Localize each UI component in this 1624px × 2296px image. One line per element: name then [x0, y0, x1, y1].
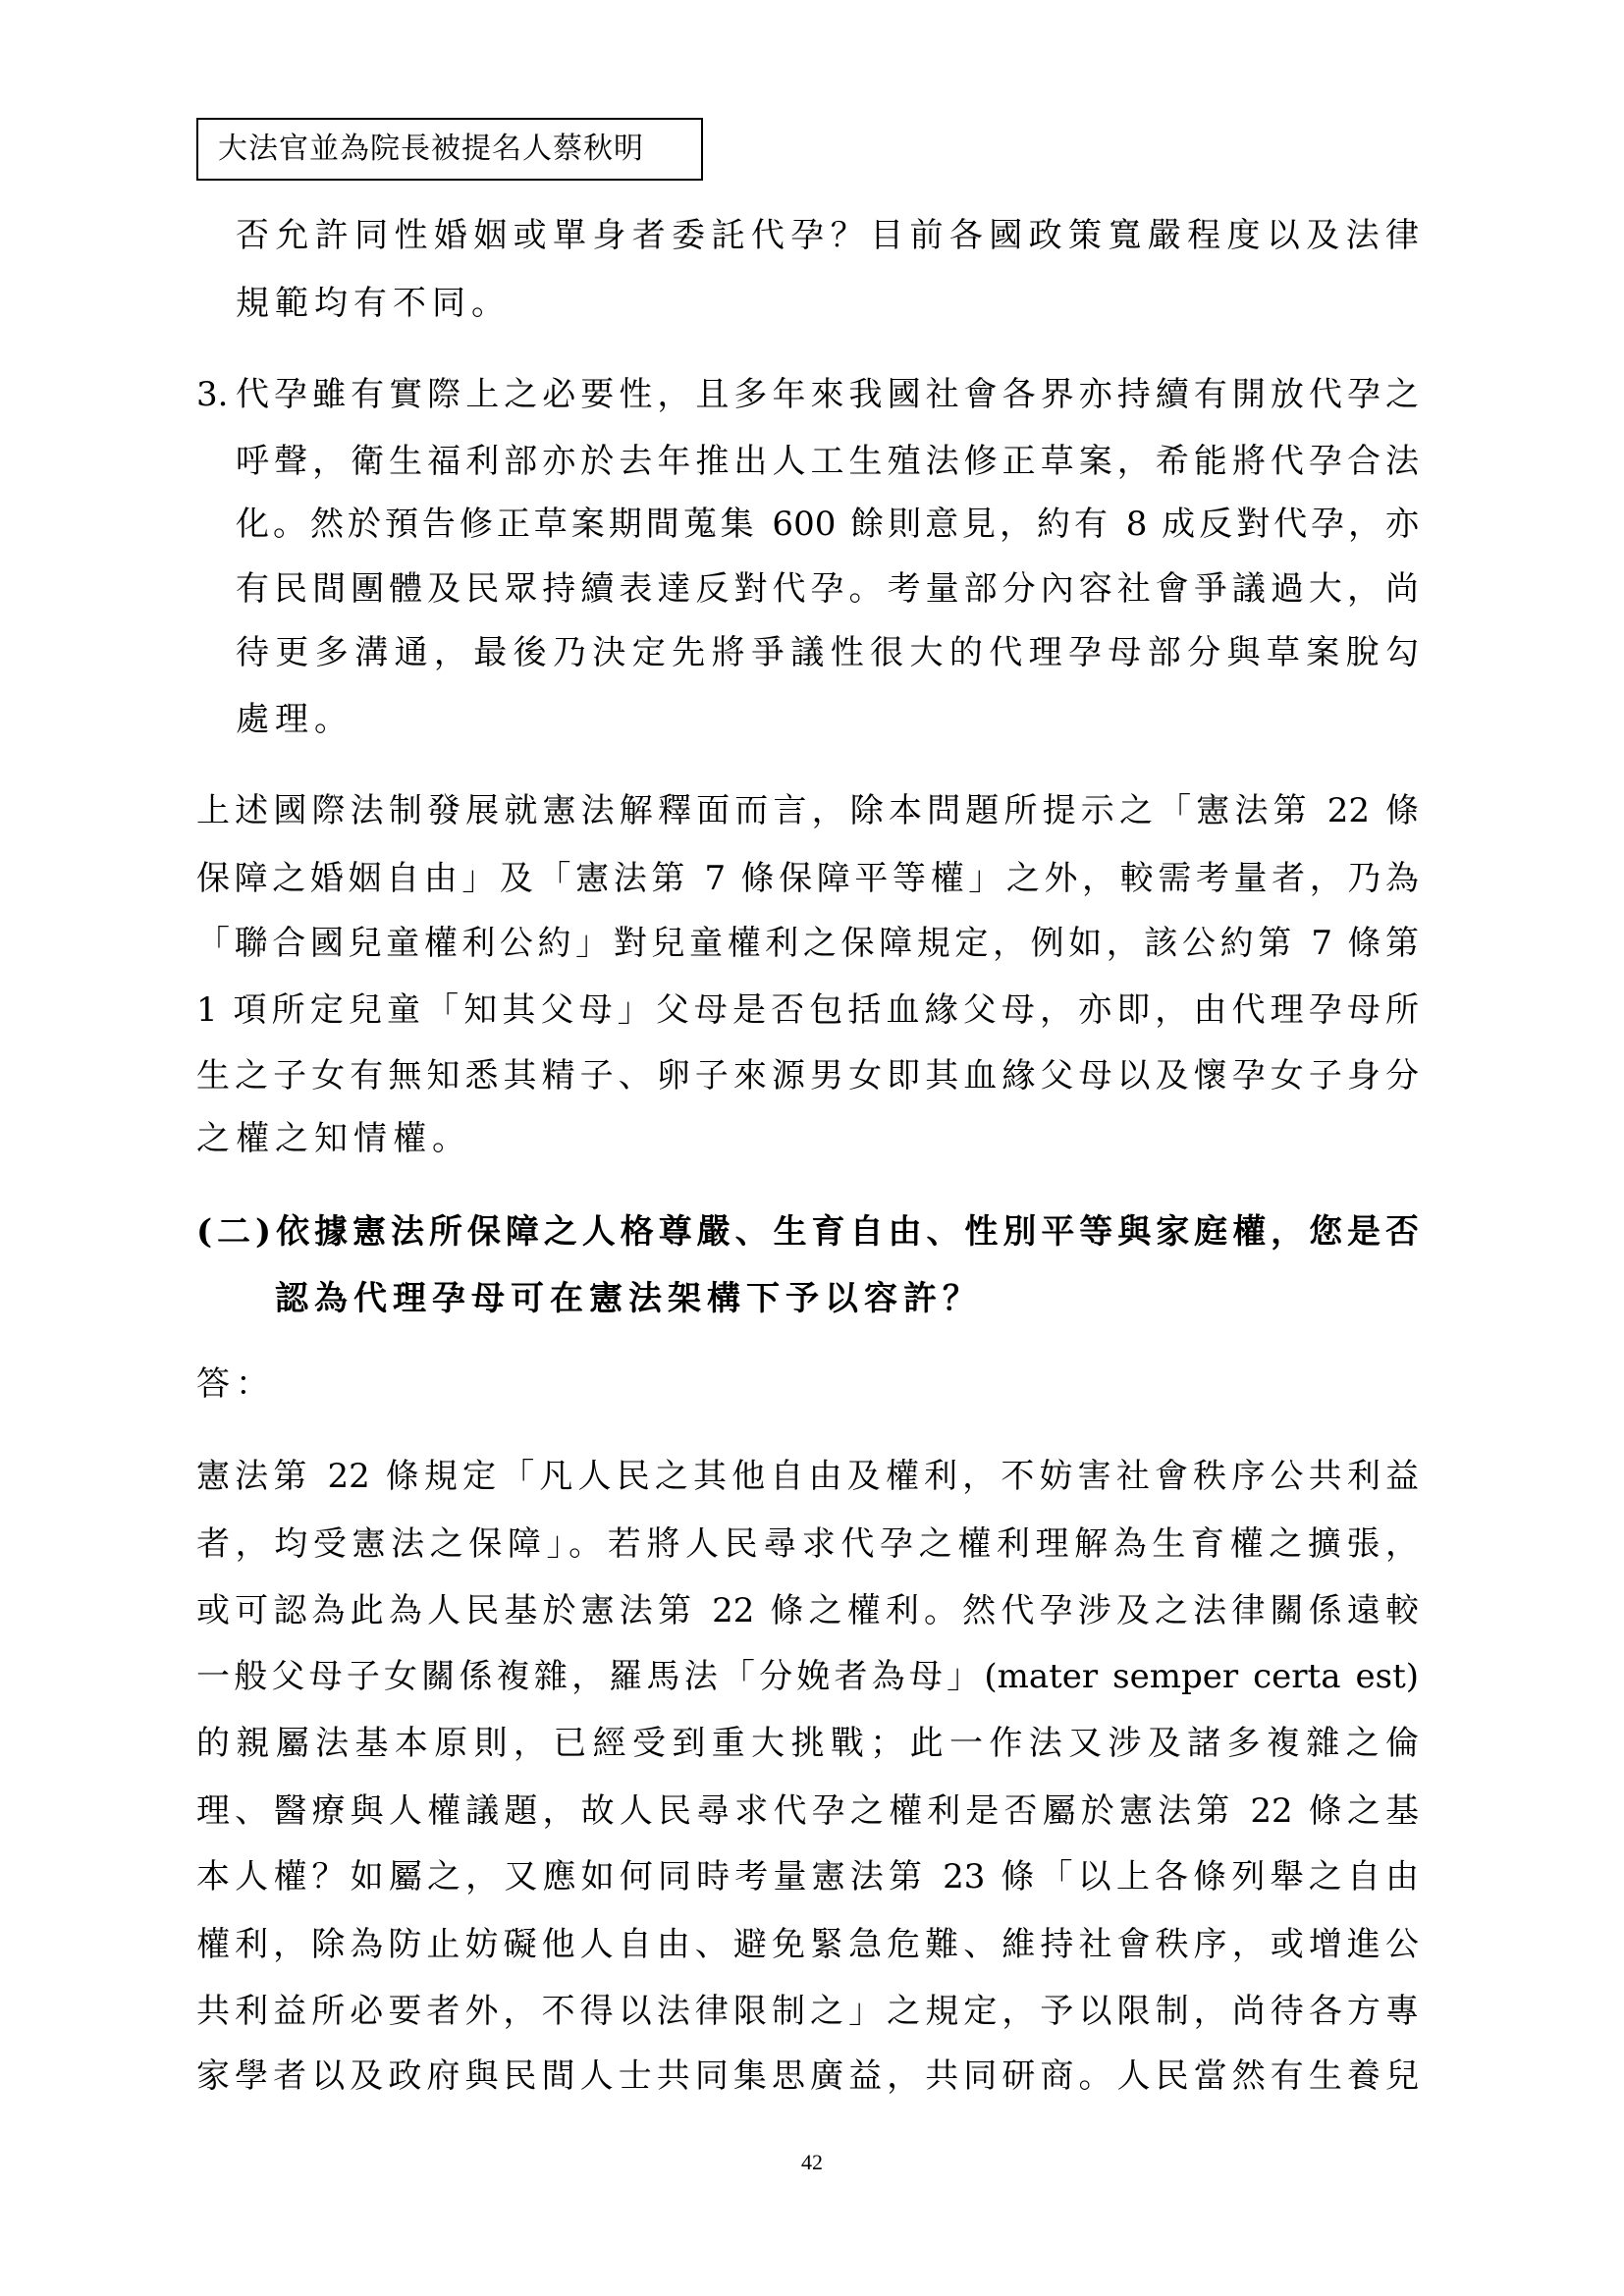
text-line: 規範均有不同。	[236, 284, 511, 323]
page-number: 42	[801, 2150, 823, 2174]
text-line: 有民間團體及民眾持續表達反對代孕。考量部分內容社會爭議過大，尚	[236, 569, 1419, 609]
text-line: 家學者以及政府與民間人士共同集思廣益，共同研商。人民當然有生養兒	[196, 2056, 1419, 2096]
text-line: 處理。	[236, 700, 353, 739]
text-line: 待更多溝通，最後乃決定先將爭議性很大的代理孕母部分與草案脫勾	[236, 633, 1419, 672]
text-line: 保障之婚姻自由」及「憲法第 7 條保障平等權」之外，較需考量者，乃為	[196, 859, 1419, 898]
text-line: 生之子女有無知悉其精子、卵子來源男女即其血緣父母以及懷孕女子身分	[196, 1056, 1419, 1095]
answer-label: 答：	[196, 1364, 275, 1404]
text-line: 呼聲，衛生福利部亦於去年推出人工生殖法修正草案，希能將代孕合法	[236, 442, 1419, 481]
text-line: 者，均受憲法之保障」。若將人民尋求代孕之權利理解為生育權之擴張，	[196, 1524, 1419, 1564]
header-title: 大法官並為院長被提名人蔡秋明	[218, 132, 644, 166]
header-box	[196, 118, 703, 181]
text-line: 否允許同性婚姻或單身者委託代孕？目前各國政策寬嚴程度以及法律	[236, 216, 1419, 255]
text-line: 共利益所必要者外，不得以法律限制之」之規定，予以限制，尚待各方專	[196, 1992, 1419, 2031]
text-line: 代孕雖有實際上之必要性，且多年來我國社會各界亦持續有開放代孕之	[236, 375, 1419, 414]
text-line: 理、醫療與人權議題，故人民尋求代孕之權利是否屬於憲法第 22 條之基	[196, 1791, 1419, 1831]
question-heading: (二)依據憲法所保障之人格尊嚴、生育自由、性別平等與家庭權，您是否	[196, 1212, 1419, 1252]
text-line: 上述國際法制發展就憲法解釋面而言，除本問題所提示之「憲法第 22 條	[196, 791, 1419, 830]
text-line: 本人權？如屬之，又應如何同時考量憲法第 23 條「以上各條列舉之自由	[196, 1857, 1419, 1896]
text-line: 憲法第 22 條規定「凡人民之其他自由及權利，不妨害社會秩序公共利益	[196, 1457, 1419, 1496]
text-line: 1 項所定兒童「知其父母」父母是否包括血緣父母，亦即，由代理孕母所	[196, 990, 1419, 1030]
text-line: 或可認為此為人民基於憲法第 22 條之權利。然代孕涉及之法律關係遠較	[196, 1591, 1419, 1630]
text-line: 一般父母子女關係複雜，羅馬法「分娩者為母」(mater semper certa est)	[196, 1657, 1419, 1696]
text-line: 化。然於預告修正草案期間蒐集 600 餘則意見，約有 8 成反對代孕，亦	[236, 505, 1419, 544]
text-line: 之權之知情權。	[196, 1119, 471, 1158]
text-line: 的親屬法基本原則，已經受到重大挑戰；此一作法又涉及諸多複雜之倫	[196, 1724, 1419, 1763]
text-line: 「聯合國兒童權利公約」對兒童權利之保障規定，例如，該公約第 7 條第	[196, 924, 1419, 963]
question-heading: 認為代理孕母可在憲法架構下予以容許？	[275, 1279, 982, 1318]
text-line: 權利，除為防止妨礙他人自由、避免緊急危難、維持社會秩序，或增進公	[196, 1925, 1419, 1964]
item-number: 3.	[196, 375, 229, 414]
